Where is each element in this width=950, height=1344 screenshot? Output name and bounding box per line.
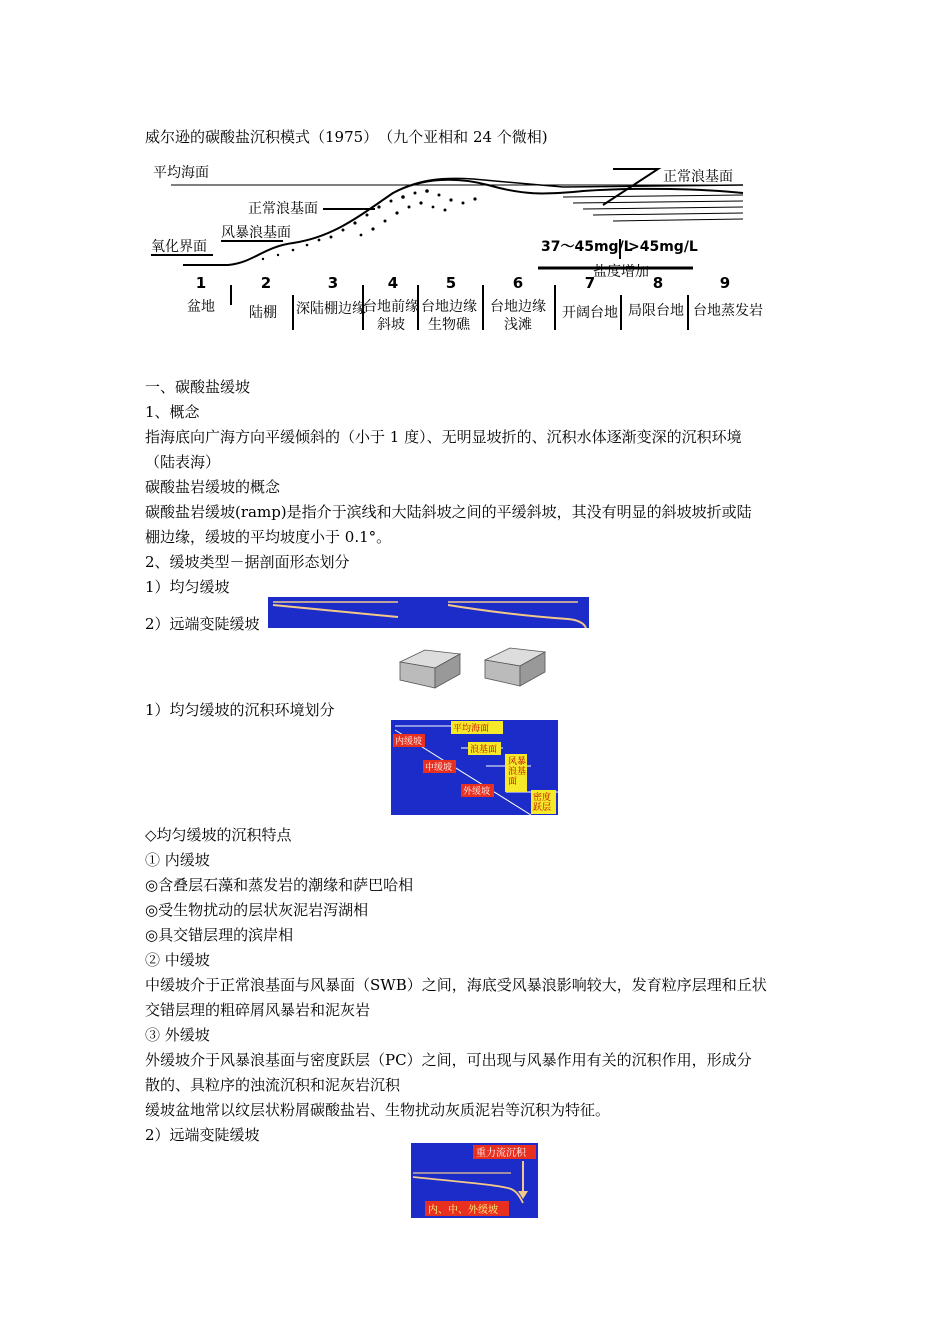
section-heading: 一、碳酸盐缓坡 [145,378,251,396]
zone-number: 7 [584,274,596,292]
zone-name: 斜坡 [377,317,405,333]
distally-steepened-ramp-diagram [411,1143,538,1218]
pc-tag: 密度跃层 [533,793,552,813]
fwb-left-label: 正常浪基面 [248,201,318,217]
paragraph-line: 碳酸盐岩缓坡(ramp)是指介于滨线和大陆斜坡之间的平缓斜坡，其没有明显的斜坡坡折或陆 [145,503,752,521]
subsection-heading: 1、概念 [145,403,200,421]
subsection-heading: 2、缓坡类型－据剖面形态划分 [145,553,350,571]
zone-number: 3 [327,274,339,292]
outer-ramp-tag: 外缓坡 [463,787,491,797]
salinity-range-a: 37～45mg/L [541,239,633,255]
zone-name: 局限台地 [628,303,684,319]
zone-number: 8 [652,274,664,292]
list-item: ① 内缓坡 [145,851,210,869]
swb-label: 风暴浪基面 [221,225,291,241]
gravity-flow-tag: 重力流沉积 [476,1148,526,1159]
page-title: 威尔逊的碳酸盐沉积模式（1975） （九个亚相和 24 个微相) [145,128,548,146]
list-item: ◎受生物扰动的层状灰泥岩泻湖相 [145,901,369,919]
list-item: ◎具交错层理的滨岸相 [145,926,294,944]
ramp-block-diagrams [395,642,555,692]
paragraph-line: 交错层理的粗碎屑风暴岩和泥灰岩 [145,1001,371,1019]
zone-name: 台地边缘 [490,299,546,315]
subsection-heading: 1）均匀缓坡的沉积环境划分 [145,701,335,719]
zone-number: 4 [387,274,399,292]
zone-number: 5 [445,274,457,292]
mean-sea-level-label: 平均海面 [153,165,209,181]
zone-name: 深陆棚边缘 [296,301,366,317]
zone-name: 台地边缘 [421,299,477,315]
list-item: ② 中缓坡 [145,951,210,969]
sediment-stipple [262,189,477,260]
paragraph-line: 散的、具粒序的浊流沉积和泥灰岩沉积 [145,1076,401,1094]
zone-number: 9 [719,274,731,292]
swb-tag: 风暴浪基面 [508,757,527,787]
mean-sea-tag: 平均海面 [453,724,490,734]
paragraph-line: 指海底向广海方向平缓倾斜的（小于 1 度）、无明显坡折的、沉积水体逐渐变深的沉积环境 [145,428,742,446]
salinity-range-b: >45mg/L [628,239,698,255]
zone-name: 浅滩 [504,317,532,333]
list-item: ◎含叠层石藻和蒸发岩的潮缘和萨巴哈相 [145,876,414,894]
list-item: 1）均匀缓坡 [145,578,230,596]
list-item: ③ 外缓坡 [145,1026,210,1044]
redox-label: 氧化界面 [151,239,207,255]
zone-name: 陆棚 [249,305,277,321]
zone-name: 盆地 [187,299,215,315]
zone-name: 台地蒸发岩 [693,303,763,319]
zone-number: 6 [512,274,524,292]
paragraph-heading: 碳酸盐岩缓坡的概念 [145,478,281,496]
fwb-tag: 浪基面 [470,745,498,755]
fwb-right-label: 正常浪基面 [663,169,733,185]
middle-ramp-tag: 中缓坡 [425,763,453,773]
ramp-zonation-diagram [391,720,558,815]
zone-name: 开阔台地 [562,305,618,321]
paragraph-heading: ◇均匀缓坡的沉积特点 [145,826,292,844]
inner-ramp-tag: 内缓坡 [395,737,423,747]
list-item: 2）远端变陡缓坡 [145,1126,260,1144]
list-item: 2）远端变陡缓坡 [145,615,260,633]
wilson-model-figure [143,155,773,340]
paragraph-line: 中缓坡介于正常浪基面与风暴面（SWB）之间，海底受风暴浪影响较大，发育粒序层理和丘状 [145,976,767,994]
ramp-types-image [268,597,589,628]
salinity-increase-label: 盐度增加 [593,264,649,280]
zone-number: 2 [260,274,272,292]
zone-name: 台地前缘 [363,299,419,315]
paragraph-line: 外缓坡介于风暴浪基面与密度跃层（PC）之间，可出现与风暴作用有关的沉积作用，形成分 [145,1051,752,1069]
zone-name: 生物礁 [428,317,470,333]
paragraph-line: （陆表海） [145,453,221,471]
paragraph-line: 缓坡盆地常以纹层状粉屑碳酸盐岩、生物扰动灰质泥岩等沉积为特征。 [145,1101,611,1119]
paragraph-line: 棚边缘，缓坡的平均坡度小于 0.1°。 [145,528,392,546]
ramp-zones-tag: 内、中、外缓坡 [428,1205,498,1216]
zone-number: 1 [195,274,207,292]
